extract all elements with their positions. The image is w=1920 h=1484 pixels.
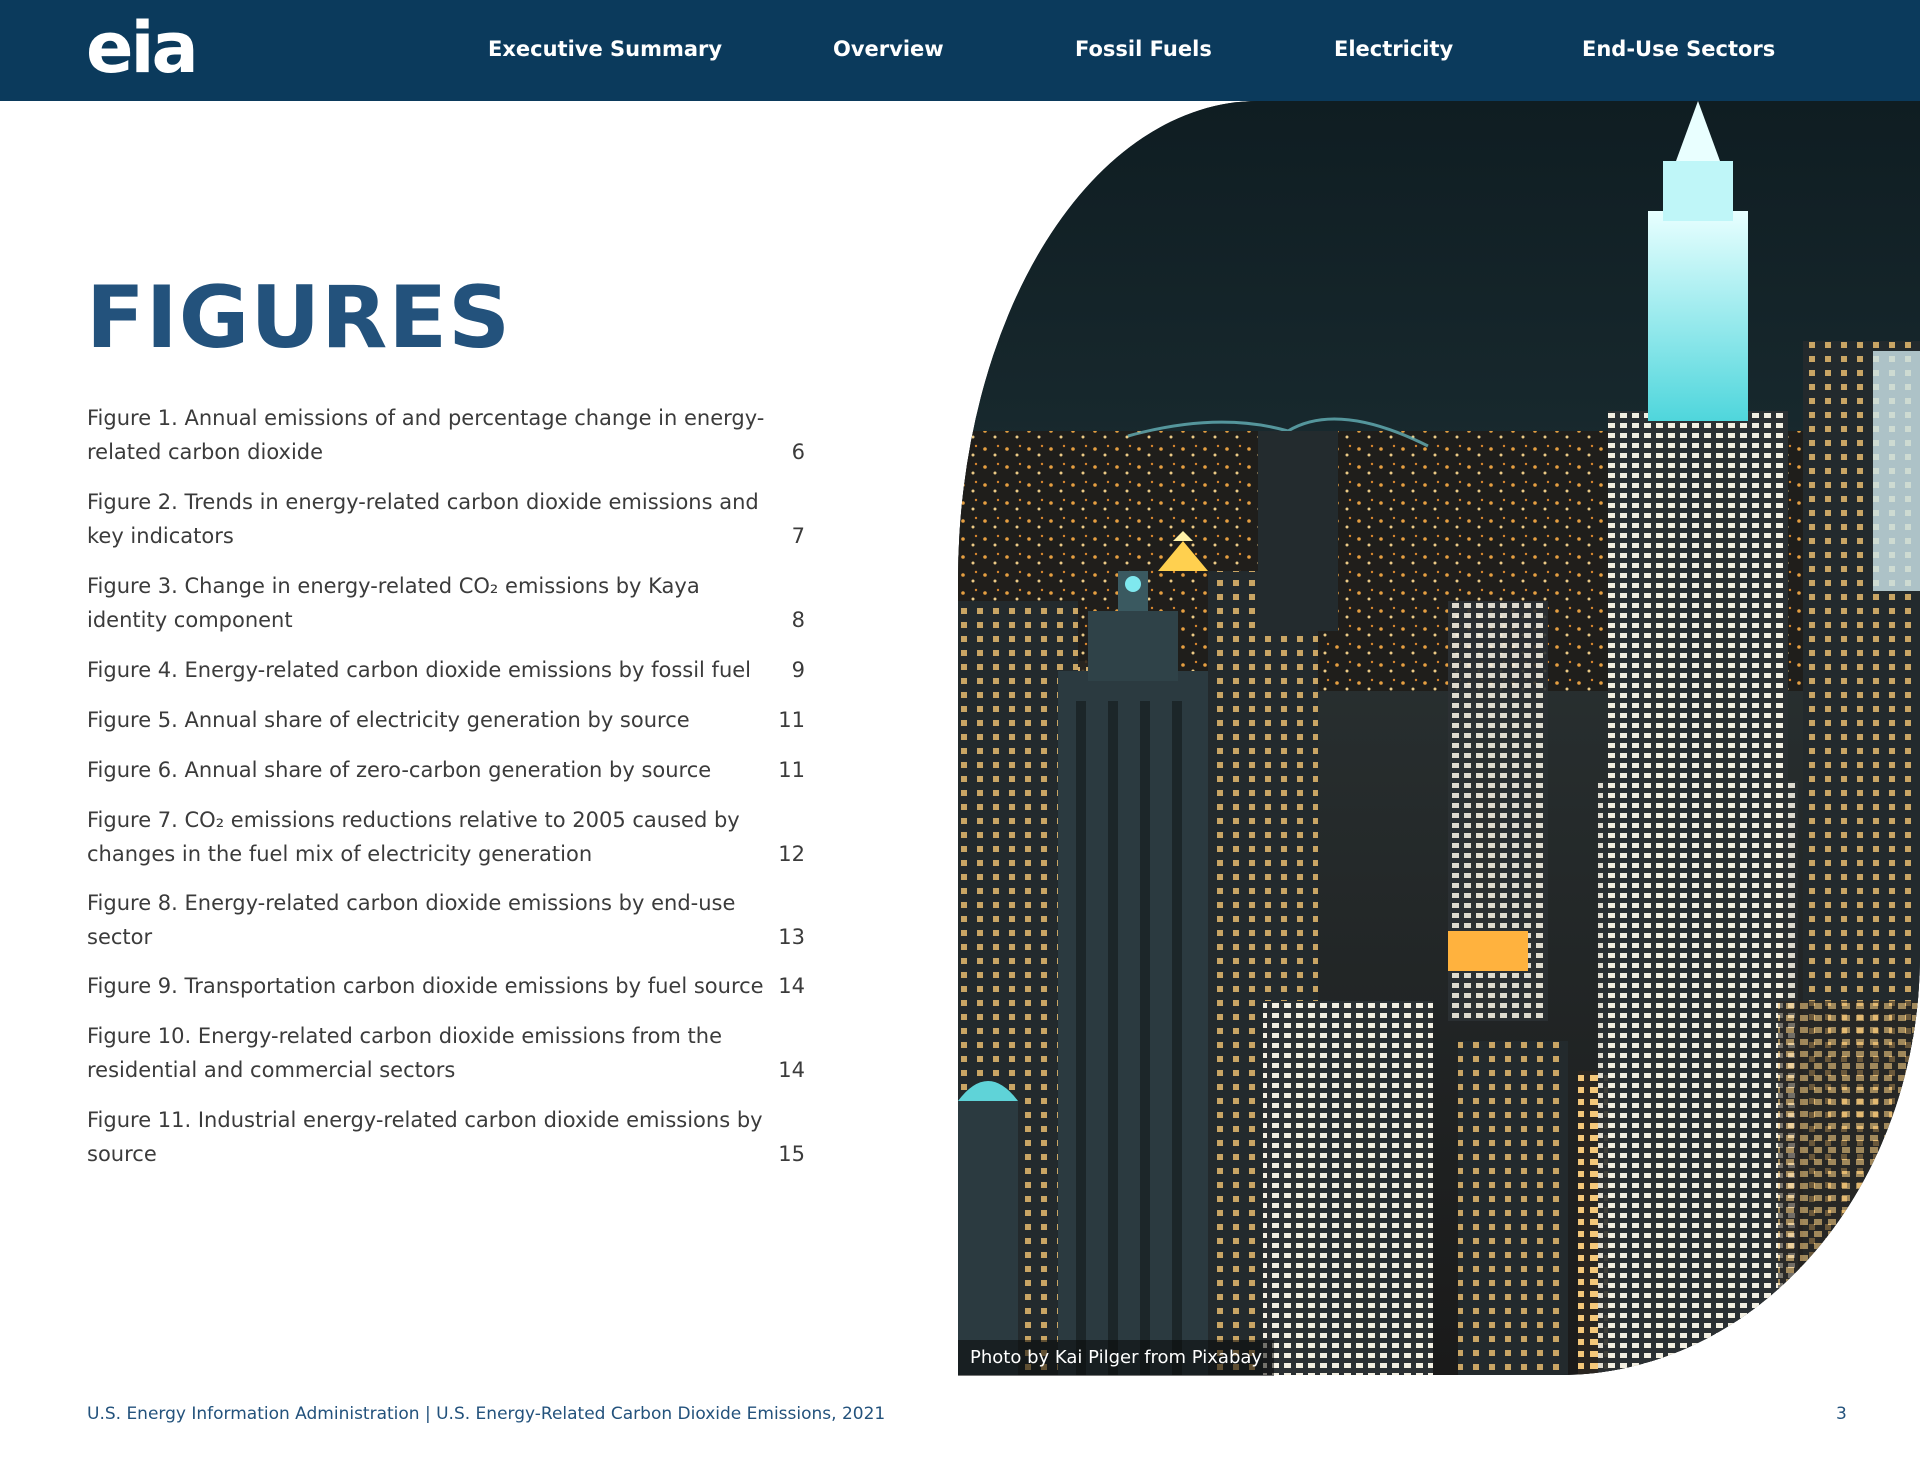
toc-entry-title: Figure 2. Trends in energy-related carbon dioxide emissions and key indicators: [87, 490, 759, 548]
page-number: 3: [1836, 1404, 1847, 1424]
toc-entry-title: Figure 8. Energy-related carbon dioxide emissions by end-use sector: [87, 891, 736, 949]
toc-entry-title: Figure 4. Energy-related carbon dioxide emissions by fossil fuel: [87, 658, 752, 682]
toc-entry-figure-1[interactable]: [87, 401, 805, 469]
toc-entry-figure-7[interactable]: [87, 803, 805, 871]
nav-overview[interactable]: Overview: [833, 37, 944, 61]
toc-entry-page: 12: [778, 842, 805, 866]
toc-entry-title: Figure 9. Transportation carbon dioxide emissions by fuel source: [87, 974, 764, 998]
nav-end-use-sectors[interactable]: End-Use Sectors: [1582, 37, 1776, 61]
toc-entry-page: 6: [791, 440, 805, 464]
toc-entry-page: 14: [778, 1058, 805, 1082]
toc-entry-figure-10[interactable]: [87, 1019, 805, 1087]
toc-entry-figure-9[interactable]: [87, 969, 805, 1003]
toc-entry-page: 11: [778, 708, 805, 732]
toc-entry-figure-2[interactable]: [87, 485, 805, 553]
page-title: FIGURES: [86, 268, 512, 368]
toc-entry-title: Figure 6. Annual share of zero-carbon generation by source: [87, 758, 712, 782]
nav-executive-summary[interactable]: Executive Summary: [488, 37, 723, 61]
toc-entry-page: 7: [791, 524, 805, 548]
city-skyline-photo: [958, 101, 1920, 1375]
nav-fossil-fuels[interactable]: Fossil Fuels: [1075, 37, 1212, 61]
photo-caption: Photo by Kai Pilger from Pixabay: [958, 1340, 1274, 1376]
toc-entry-figure-5[interactable]: [87, 703, 805, 737]
toc-entry-page: 14: [778, 974, 805, 998]
nav-electricity[interactable]: Electricity: [1334, 37, 1454, 61]
footer-text: U.S. Energy Information Administration | U.S. Energy-Related Carbon Dioxide Emissions, 2021: [87, 1404, 886, 1424]
toc-entry-page: 15: [778, 1142, 805, 1166]
toc-entry-figure-11[interactable]: [87, 1103, 805, 1171]
toc-entry-page: 13: [778, 925, 805, 949]
toc-entry-title: Figure 11. Industrial energy-related carbon dioxide emissions by source: [87, 1108, 763, 1166]
toc-entry-title: Figure 10. Energy-related carbon dioxide emissions from the residential and commercial sectors: [87, 1024, 723, 1082]
top-navigation-bar: [0, 0, 1920, 101]
toc-entry-figure-4[interactable]: [87, 653, 805, 687]
toc-entry-figure-3[interactable]: [87, 569, 805, 637]
toc-entry-title: Figure 5. Annual share of electricity generation by source: [87, 708, 690, 732]
toc-entry-title: Figure 3. Change in energy-related CO₂ emissions by Kaya identity component: [87, 574, 700, 632]
eia-logo[interactable]: eia: [86, 7, 196, 89]
toc-entry-page: 11: [778, 758, 805, 782]
toc-entry-page: 8: [791, 608, 805, 632]
toc-entry-title: Figure 1. Annual emissions of and percentage change in energy-related carbon dioxide: [87, 406, 765, 464]
toc-entry-figure-6[interactable]: [87, 753, 805, 787]
toc-entry-title: Figure 7. CO₂ emissions reductions relative to 2005 caused by changes in the fuel mix of electricity generation: [87, 808, 740, 866]
toc-entry-figure-8[interactable]: [87, 886, 805, 954]
toc-entry-page: 9: [791, 658, 805, 682]
